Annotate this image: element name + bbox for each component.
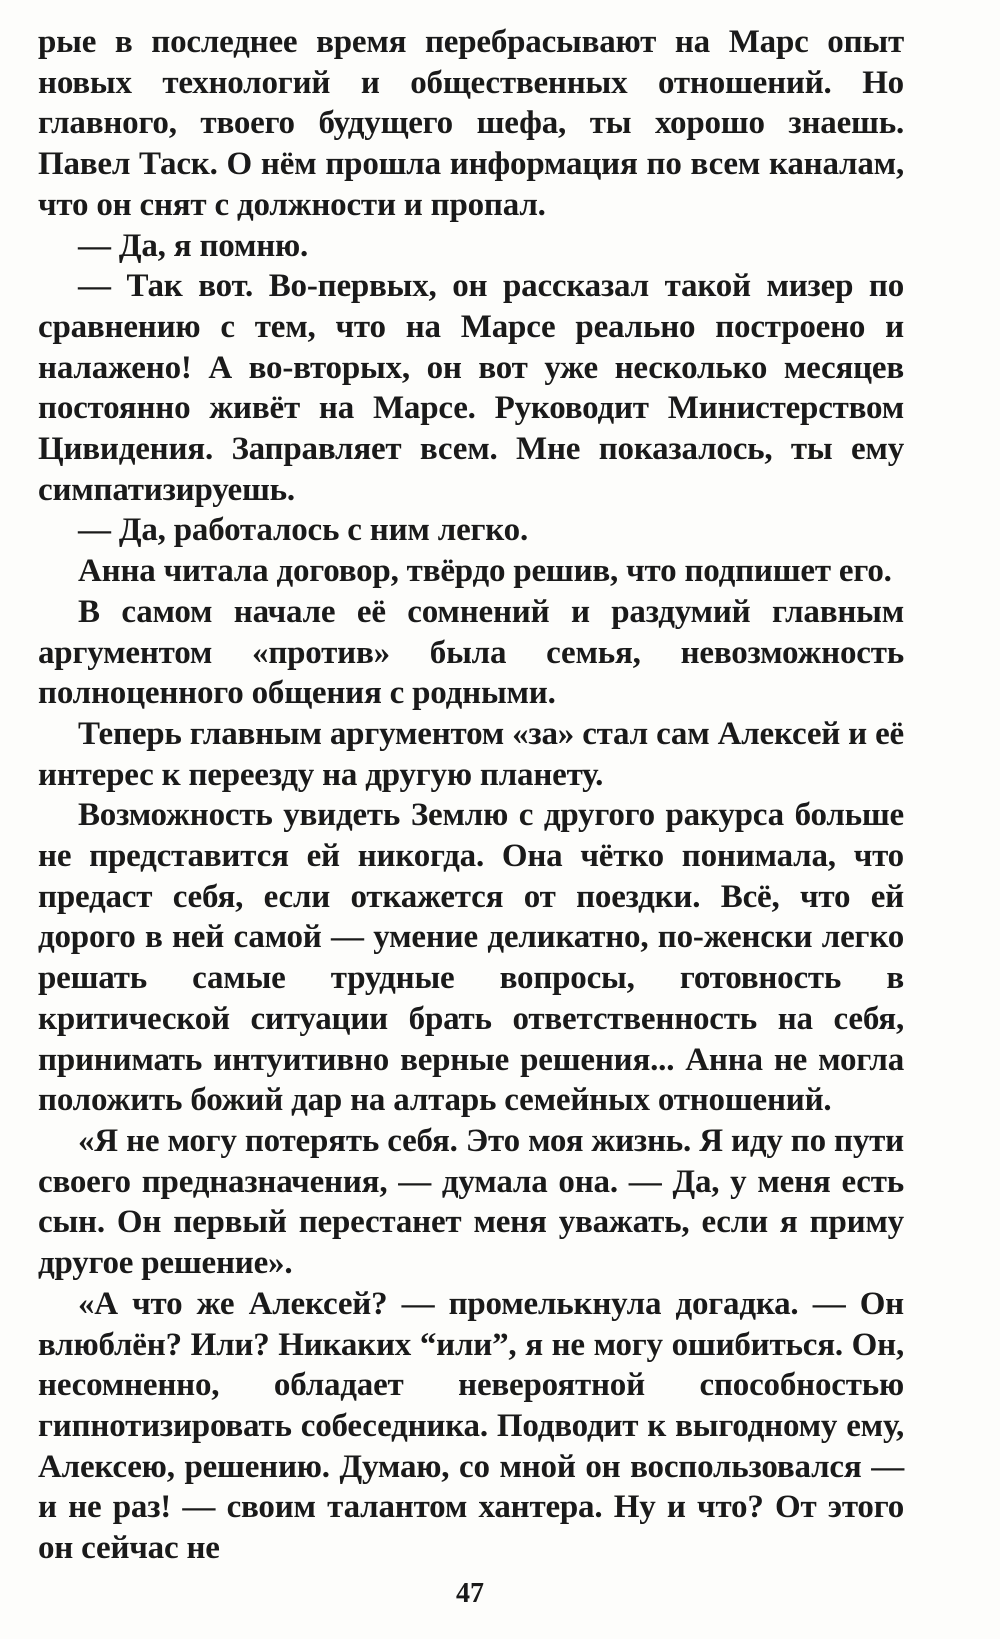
paragraph-5: Анна читала договор, твёрдо решив, что подпишет его. [78,553,892,590]
page-body-text [38,22,904,1569]
paragraph-9: «Я не могу потерять себя. Это моя жизнь. Я иду по пути своего предназначения, — думала она. — Да, у меня есть сын. Он первый перестанет меня уважать, если я приму другое решение». [38,1122,904,1282]
paragraph-2: — Да, я помню. [78,227,309,264]
paragraph-6: В самом начале её сомнений и раздумий главным аргументом «против» была семья, невозможность полноценного общения с родными. [38,593,904,712]
paragraph-8: Возможность увидеть Землю с другого ракурса больше не представится ей никогда. Она чётко понимала, что предаст себя, если откажется от поездки. Всё, что ей дорого в ней самой — умение деликатно, по-женски легко решать самые трудные вопросы, готовность в критической ситуации брать ответственность на себя, принимать интуитивно верные решения... Анна не могла положить божий дар на алтарь семейных отношений. [38,797,904,1119]
paragraph-3: — Так вот. Во-первых, он рассказал такой мизер по сравнению с тем, что на Марсе реально построено и налажено! А во-вторых, он вот уже несколько месяцев постоянно живёт на Марсе. Руководит Министерством Цивидения. Заправляет всем. Мне показалось, ты ему симпатизируешь. [38,268,904,508]
paragraph-10: «А что же Алексей? — промелькнула догадка. — Он влюблён? Или? Никаких “или”, я не могу ошибиться. Он, несомненно, обладает невероятной способностью гипнотизировать собеседника. Подводит к выгодному ему, Алексею, решению. Думаю, со мной он воспользовался — и не раз! — своим талантом хантера. Ну и что? От этого он сейчас не [38,1285,904,1567]
page-number: 47 [456,1578,484,1609]
paragraph-4: — Да, работалось с ним легко. [78,512,529,549]
paragraph-7: Теперь главным аргументом «за» стал сам Алексей и её интерес к переезду на другую планету. [38,715,904,793]
paragraph-1: рые в последнее время перебрасывают на Марс опыт новых технологий и общественных отношений. Но главного, твоего будущего шефа, ты хорошо знаешь. Павел Таск. О нём прошла информация по всем каналам, что он снят с должности и пропал. [38,24,904,223]
